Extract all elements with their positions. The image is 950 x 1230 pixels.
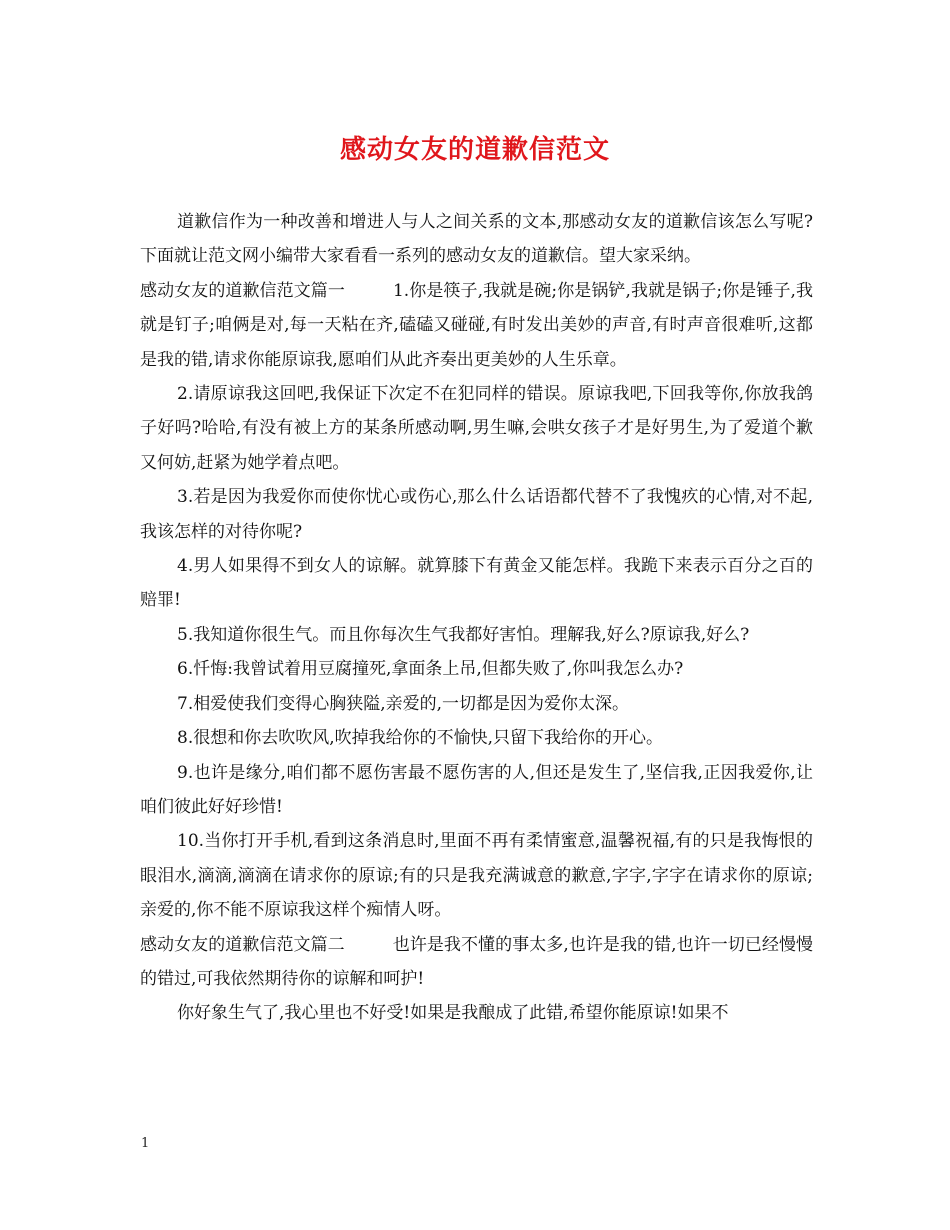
item-4-paragraph: 4.男人如果得不到女人的谅解。就算膝下有黄金又能怎样。我跪下来表示百分之百的赔罪! [140, 556, 813, 611]
item-7-paragraph: 7.相爱使我们变得心胸狭隘,亲爱的,一切都是因为爱你太深。 [177, 693, 630, 714]
document-title: 感动女友的道歉信范文 [339, 135, 610, 165]
item-6-paragraph: 6.忏悔:我曾试着用豆腐撞死,拿面条上吊,但都失败了,你叫我怎么办? [177, 659, 684, 680]
item-5-paragraph: 5.我知道你很生气。而且你每次生气我都好害怕。理解我,好么?原谅我,好么? [177, 624, 750, 645]
section-2-heading: 感动女友的道歉信范文篇二 [140, 934, 345, 955]
section-1-heading: 感动女友的道歉信范文篇一 [140, 280, 345, 301]
section-2-first-text: 也许是我不懂的事太多,也许是我的错,也许一切已经慢慢的错过,可我依然期待你的谅解和呵护! [140, 934, 814, 989]
item-2-paragraph: 2.请原谅我这回吧,我保证下次定不在犯同样的错误。原谅我吧,下回我等你,你放我鸽子好吗?哈哈,有没有被上方的某条所感动啊,男生嘛,会哄女孩子才是好男生,为了爱道个歉又何妨,赶紧为她学着点吧。 [140, 384, 813, 473]
intro-paragraph: 道歉信作为一种改善和增进人与人之间关系的文本,那感动女友的道歉信该怎么写呢?下面就让范文网小编带大家看看一系列的感动女友的道歉信。望大家采纳。 [140, 212, 813, 267]
page-number: 1 [141, 1136, 150, 1151]
item-3-paragraph: 3.若是因为我爱你而使你忧心或伤心,那么什么话语都代替不了我愧疚的心情,对不起,我该怎样的对待你呢? [140, 487, 813, 542]
document-body [140, 205, 813, 1031]
item-10-paragraph: 10.当你打开手机,看到这条消息时,里面不再有柔情蜜意,温馨祝福,有的只是我悔恨的眼泪水,滴滴,滴滴在请求你的原谅;有的只是我充满诚意的歉意,字字,字字在请求你的原谅;亲爱的,你不能不原谅我这样个痴情人呀。 [140, 831, 813, 921]
section-2-paragraph [140, 928, 813, 997]
section-1-paragraph [140, 274, 813, 377]
item-8-paragraph: 8.很想和你去吹吹风,吹掉我给你的不愉快,只留下我给你的开心。 [177, 728, 664, 749]
item-9-paragraph: 9.也许是缘分,咱们都不愿伤害最不愿伤害的人,但还是发生了,坚信我,正因我爱你,让咱们彼此好好珍惜! [140, 762, 813, 817]
item-1-text: 1.你是筷子,我就是碗;你是锅铲,我就是锅子;你是锤子,我就是钉子;咱俩是对,每一天粘在齐,磕磕又碰碰,有时发出美妙的声音,有时声音很难听,这都是我的错,请求你能原谅我,愿咱们从此齐奏出更美妙的人生乐章。 [140, 280, 814, 370]
last-paragraph: 你好象生气了,我心里也不好受!如果是我酿成了此错,希望你能原谅!如果不 [177, 1003, 729, 1024]
